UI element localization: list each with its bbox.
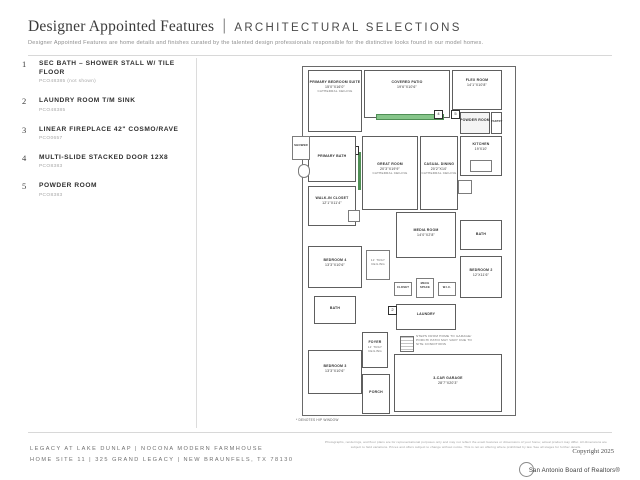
feature-label: MULTI-SLIDE STACKED DOOR 12X8 <box>39 154 169 162</box>
page-subtitle: ARCHITECTURAL SELECTIONS <box>234 22 462 34</box>
label-mech-space: MECH SPACE <box>419 282 431 289</box>
room-bedroom-4 <box>308 246 362 288</box>
title-divider: | <box>222 17 227 34</box>
label-bath: BATH <box>475 232 487 236</box>
label-bedroom-2: BEDROOM 2 12'X11'6" <box>469 268 493 277</box>
room-bedroom-2 <box>460 256 502 298</box>
label-media-room: MEDIA ROOM 14'0"X2'8" <box>413 228 439 237</box>
footer-disclaimer-block <box>320 440 612 450</box>
feature-number: 4 <box>22 153 27 164</box>
label-casual-dining: CASUAL DINING 20'2"X10' CATHEDRAL CEILING <box>421 162 457 176</box>
room-bath-secondary <box>314 296 356 324</box>
label-primary-bedroom-suite: PRIMARY BEDROOM SUITE 15'0"X16'0" CATHEDRAL CEILING <box>309 80 361 94</box>
label-primary-bath: PRIMARY BATH <box>317 154 347 158</box>
mls-attribution: San Antonio Board of Realtors® <box>528 468 620 474</box>
label-kitchen: KITCHEN 19'X10' <box>472 142 490 151</box>
feature-label: LAUNDRY ROOM T/M SINK <box>39 97 136 105</box>
label-bath-secondary: BATH <box>329 306 341 310</box>
feature-code: PCO8383 <box>39 164 63 170</box>
label-walk-in-closet: WALK-IN CLOSET 12'1"X11'4" <box>315 196 349 205</box>
room-bath <box>460 220 502 250</box>
room-pantry <box>491 112 502 134</box>
label-flex-room: FLEX ROOM 14'1"X10'8" <box>465 78 489 87</box>
label-shower: SHOWER <box>294 143 308 147</box>
label-bedroom-4: BEDROOM 4 13'3"X10'6" <box>323 258 347 267</box>
label-porch: PORCH <box>369 390 383 394</box>
label-closet: CLOSET <box>396 286 410 289</box>
feature-body <box>39 97 190 112</box>
label-laundry: LAUNDRY <box>416 312 436 316</box>
room-wic <box>438 282 456 296</box>
label-covered-patio: COVERED PATIO 19'6"X10'6" <box>391 80 423 89</box>
hall-tray-ceiling <box>366 250 390 280</box>
room-media-room <box>396 212 456 258</box>
note-stairs: STEPS FROM HOME TO GARAGE/ PORCH/ PATIO MAY VARY DUE TO SITE CONDITIONS <box>416 334 472 347</box>
feature-body <box>39 126 190 141</box>
primary-tub <box>298 164 310 178</box>
header-divider <box>28 55 612 56</box>
list-item <box>22 60 190 84</box>
feature-number: 3 <box>22 124 27 135</box>
label-foyer: FOYER 11' TRAY CEILING <box>367 340 383 353</box>
feature-number: 1 <box>22 59 27 69</box>
feature-code: PCO0657 <box>39 136 63 142</box>
feature-body <box>39 182 190 197</box>
label-wic: W.I.C. <box>442 286 452 289</box>
feature-code: PCO8383 <box>39 192 63 198</box>
room-laundry <box>396 304 456 330</box>
room-primary-bath <box>308 136 356 182</box>
home-address: HOME SITE 11 | 325 GRAND LEGACY | NEW BRAUNFELS, TX 78130 <box>30 456 294 463</box>
list-item <box>22 126 190 141</box>
community-name: LEGACY AT LAKE DUNLAP | NOCONA MODERN FARMHOUSE <box>30 446 264 452</box>
label-great-room: GREAT ROOM 20'3"X19'9" CATHEDRAL CEILING <box>372 162 408 176</box>
copyright-text: Copyright 2025 <box>572 448 614 455</box>
room-bedroom-3 <box>308 350 362 394</box>
label-pantry: PANTRY <box>491 120 503 123</box>
room-shower <box>292 136 310 160</box>
room-closet <box>394 282 412 296</box>
list-item <box>22 182 190 197</box>
footer-left <box>30 444 330 465</box>
tag-2: 2 <box>388 306 397 315</box>
room-powder-room <box>460 112 490 134</box>
room-garage <box>394 354 502 412</box>
room-mech-space <box>416 278 434 298</box>
room-drop-zone <box>348 210 360 222</box>
room-porch <box>362 374 390 414</box>
footer-divider <box>28 432 612 433</box>
room-casual-dining <box>420 136 458 210</box>
feature-code: PCO48385 <box>39 107 66 113</box>
tag-4: 4 <box>434 110 443 119</box>
feature-body <box>39 60 190 84</box>
feature-body <box>39 154 190 169</box>
page-title: Designer Appointed Features <box>28 18 215 35</box>
page-header <box>28 18 612 54</box>
feature-label: SEC BATH – SHOWER STALL W/ TILE FLOOR <box>39 60 175 76</box>
feature-code: PCO48385 (not shown) <box>39 79 97 85</box>
room-primary-bedroom-suite <box>308 70 362 132</box>
floor-plan <box>288 60 524 425</box>
label-garage: 3-CAR GARAGE 28'7"X20'3" <box>433 376 463 385</box>
label-powder-room: POWDER ROOM <box>460 118 490 122</box>
header-title-row <box>28 18 612 36</box>
feature-number: 5 <box>22 181 27 192</box>
tag-5: 5 <box>451 110 460 119</box>
header-note: Designer Appointed Features are home details and finishes curated by the talented design professionals responsible for the distinctive looks found in our model homes. <box>28 40 484 46</box>
room-great-room <box>362 136 418 210</box>
label-tray-ceiling: 11' TRAY CEILING <box>370 258 386 267</box>
legal-disclaimer: Photographs, renderings, and floor plans are for representational purposes only and may not reflect the exact features or dimensions of your home; actual product may differ. All dimensions are subject to field variations. Prices and offers subject to change without notice. This is not an offering where prohibited by law. See all stages for further details. <box>325 440 607 449</box>
column-divider <box>196 58 197 428</box>
feature-list <box>22 60 190 211</box>
kitchen-island <box>470 160 492 172</box>
stairs-icon <box>400 336 414 352</box>
room-entry <box>458 180 472 194</box>
list-item <box>22 97 190 112</box>
label-bedroom-3: BEDROOM 3 13'3"X10'6" <box>323 364 347 373</box>
room-foyer <box>362 332 388 368</box>
feature-linear-fireplace <box>358 152 361 190</box>
feature-number: 2 <box>22 96 27 107</box>
note-hip-window: * DENOTES HIP WINDOW <box>296 418 339 422</box>
feature-label: LINEAR FIREPLACE 42" COSMO/RAVE <box>39 125 179 133</box>
list-item <box>22 154 190 169</box>
feature-label: POWDER ROOM <box>39 182 98 190</box>
room-flex-room <box>452 70 502 110</box>
